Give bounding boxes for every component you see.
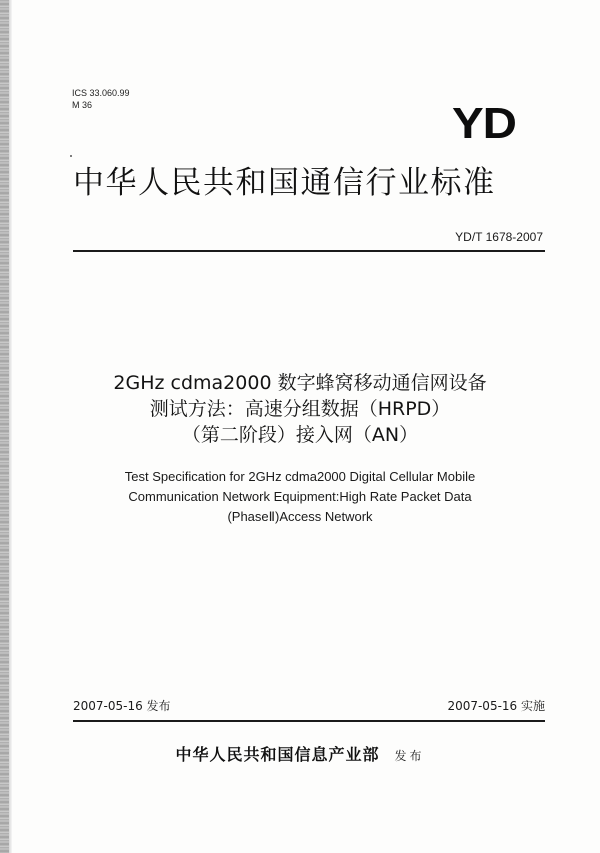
publisher-verb: 发布 (394, 749, 425, 763)
issue-date: 2007-05-16 发布 (73, 699, 171, 713)
chinese-title-line-1: 2GHz cdma2000 数字蜂窝移动通信网设备 (113, 372, 487, 394)
english-title-line-2: Communication Network Equipment:High Rate Packet Data (128, 489, 472, 504)
org-title: 中华人民共和国通信行业标准 (73, 165, 496, 201)
standard-number: YD/T 1678-2007 (455, 230, 543, 244)
ics-code: ICS 33.060.99 (72, 88, 130, 98)
scan-speck (70, 155, 72, 157)
ccs-code: M 36 (72, 100, 93, 110)
footer-divider (73, 720, 545, 722)
english-title (0, 467, 600, 527)
chinese-title-line-3: （第二阶段）接入网（AN） (181, 424, 419, 446)
implementation-date: 2007-05-16 实施 (447, 699, 545, 713)
header-divider (73, 250, 545, 252)
yd-logo: YD (452, 99, 516, 148)
classification-codes (72, 87, 130, 111)
chinese-title (0, 370, 600, 448)
publisher-name: 中华人民共和国信息产业部 (175, 745, 380, 764)
english-title-line-3: (PhaseⅡ)Access Network (227, 509, 373, 524)
publisher-line (0, 742, 600, 765)
chinese-title-line-2: 测试方法：高速分组数据（HRPD） (149, 398, 451, 420)
english-title-line-1: Test Specification for 2GHz cdma2000 Digital Cellular Mobile (124, 469, 476, 484)
